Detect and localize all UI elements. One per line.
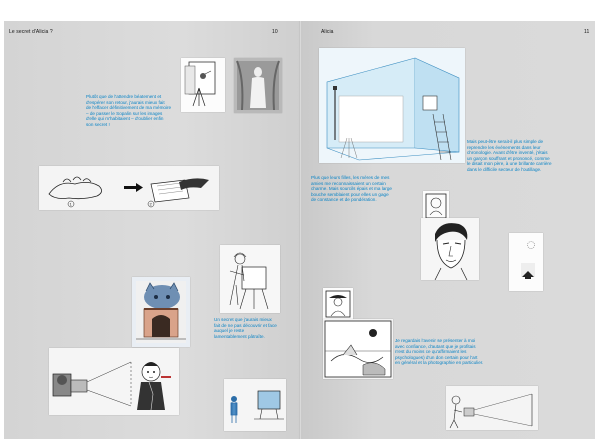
tripod-screen-sketch [220,245,280,313]
caption-line: Mais peut-être serait-il plus simple de [467,139,544,144]
caption-line: bouche semblaient pour elles un gage [311,191,389,197]
caption-line: en général et la photographie en particulier. [395,360,484,366]
beach-comic-panel [323,319,393,379]
caption-line: n'est du moins ce qu'affirmaient les [395,349,467,355]
cutout-silhouette-card [509,233,543,291]
left-page [4,21,301,439]
left-page-number: 10 [272,29,278,35]
tv-figure-card [224,379,286,431]
svg-text:2: 2 [149,201,152,207]
room-backdrop-drawing [319,48,465,163]
caption-line: lamentablement pâtraîte. [214,333,265,339]
photo-ghost-curtain [234,58,282,113]
caption-line: Un secret que j'aurais mieux [214,317,272,322]
caption-line: de constance et de pondération. [311,197,377,203]
hands-diagram [39,166,219,210]
portrait-sketch-small [423,191,449,221]
caption-line: – de passer le Sopalin sur les images [86,110,163,116]
caption-line: dans le difficile secteur de l'outillage. [467,166,542,172]
caption-left-2 [214,317,294,339]
caption-line: amies me reconnaissaient un certain [311,180,386,186]
right-running-title: Alicia [321,29,334,35]
right-page [301,21,595,439]
caption-right-1 [467,139,587,173]
left-running-title: Le secret d'Alicia ? [9,29,53,35]
projector-beam-sketch [446,386,538,430]
caption-right-3 [395,338,525,366]
right-page-number: 11 [584,29,590,35]
caption-line: d'elle qui m'habitaient – d'oublier enfin [86,116,164,122]
photo-tripod-screen [181,58,225,112]
caption-line: le disait mon père, à une brillante carrière [467,161,552,167]
caption-right-2 [311,175,413,203]
caption-line: fait de ne pas découvrir et face [214,322,277,328]
projector-comic-strip [49,348,179,415]
man-portrait-drawing [421,218,479,280]
cat-fireplace-print [132,277,190,347]
caption-line: reprendre les événements dans leur [467,144,541,150]
caption-line: son secret ! [86,121,110,127]
caption-line: Plutôt que de l'attendre béatement et [86,94,162,99]
caption-line: d'espérer son retour, j'aurais mieux fait [86,99,165,105]
caption-line: chronologie. Avant d'être inventé, j'étais [467,150,548,156]
caption-line: auquel je reste [214,328,245,334]
caption-line: charme. Mais sourcils épais et ma large [311,186,392,192]
caption-line: avec confiance, d'autant que je profitais [395,343,476,349]
caption-line: Plus que leurs filles, les mères de mes [311,175,390,180]
caption-line: un garçon souffrant et prononcé, comme [467,155,550,161]
woman-hat-card [323,288,353,320]
svg-text:1: 1 [69,201,72,207]
caption-line: de l'effacer définitivement de ma mémoire [86,105,172,111]
caption-left-1 [86,94,186,128]
caption-line: psychologues) d'un don certain pour l'art [395,354,478,360]
caption-line: Je regardais l'avenir se présenter à moi [395,338,476,343]
